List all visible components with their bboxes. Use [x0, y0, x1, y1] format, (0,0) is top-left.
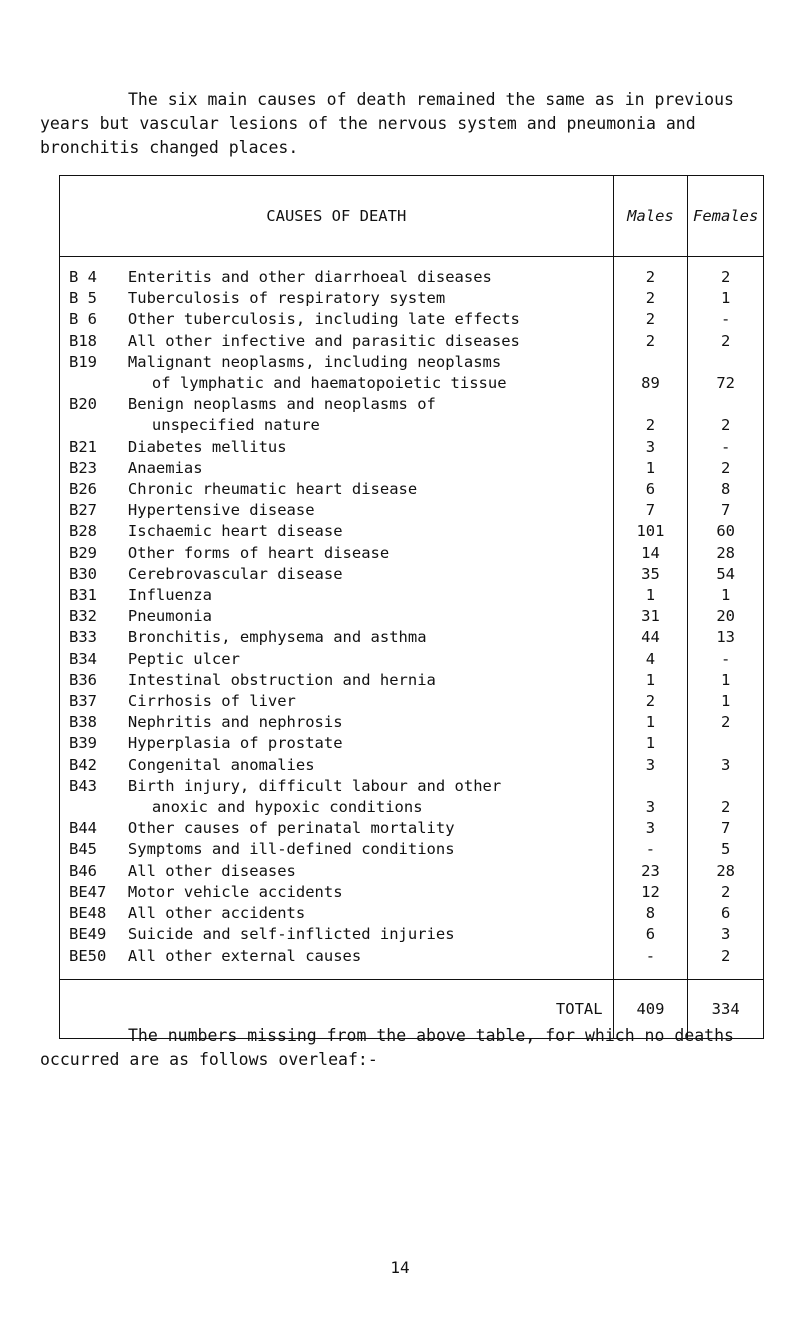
intro-line-3: bronchitis changed places. [40, 138, 299, 157]
males-count: 2 [613, 288, 688, 309]
cause-description: Congenital anomalies [127, 755, 315, 774]
females-count [688, 394, 764, 415]
cause-code: B26 [60, 479, 128, 500]
cause-description: Tuberculosis of respiratory system [127, 289, 446, 308]
cause-code: B38 [60, 712, 128, 733]
males-count: 23 [613, 861, 688, 882]
cause-code: B44 [60, 818, 128, 839]
cause-code: B43 [60, 776, 128, 797]
females-count: 2 [688, 458, 764, 479]
cause-description: All other accidents [127, 904, 306, 923]
cause-code: B31 [60, 585, 128, 606]
cause-description: Other causes of perinatal mortality [127, 819, 455, 838]
intro-line-1: The six main causes of death remained the same as in previous [128, 90, 734, 109]
females-count: 1 [688, 670, 764, 691]
causes-of-death-table [59, 175, 764, 1039]
cause-code: B 6 [60, 309, 128, 330]
females-count: 1 [688, 585, 764, 606]
cause-description: Intestinal obstruction and hernia [127, 670, 436, 689]
table-row [60, 606, 764, 627]
females-count: - [688, 649, 764, 670]
males-count: 1 [613, 670, 688, 691]
females-count: 8 [688, 479, 764, 500]
table-row [60, 331, 764, 352]
cause-description: Cerebrovascular disease [127, 564, 343, 583]
cause-code: B39 [60, 733, 128, 754]
cause-description: Motor vehicle accidents [127, 882, 343, 901]
cause-description: All other diseases [127, 861, 296, 880]
males-count: 3 [613, 437, 688, 458]
cause-description: Ischaemic heart disease [127, 522, 343, 541]
cause-code: B30 [60, 564, 128, 585]
cause-description: of lymphatic and haematopoietic tissue [151, 374, 507, 393]
cause-description: Diabetes mellitus [127, 437, 287, 456]
table-row [60, 755, 764, 776]
page-number: 14 [390, 1258, 410, 1277]
cause-code: B37 [60, 691, 128, 712]
males-count: 2 [613, 257, 688, 289]
females-count: 28 [688, 543, 764, 564]
cause-description: All other external causes [128, 946, 613, 980]
table-row [60, 500, 764, 521]
cause-code: B23 [60, 458, 128, 479]
table-row [60, 733, 764, 754]
males-count: 2 [613, 331, 688, 352]
males-count: 3 [613, 797, 688, 818]
table-row [60, 903, 764, 924]
cause-description: unspecified nature [151, 416, 320, 435]
males-count: 1 [613, 712, 688, 733]
females-count: 60 [688, 521, 764, 542]
table-row [60, 415, 764, 436]
males-count: 6 [613, 924, 688, 945]
males-count: 2 [613, 691, 688, 712]
females-count: 54 [688, 564, 764, 585]
table-header-row [60, 176, 764, 257]
males-count: 31 [613, 606, 688, 627]
cause-code: BE47 [60, 882, 128, 903]
females-count: 13 [688, 627, 764, 648]
cause-description: Bronchitis, emphysema and asthma [127, 628, 427, 647]
males-count: 14 [613, 543, 688, 564]
table-row [60, 691, 764, 712]
cause-description: Hyperplasia of prostate [127, 734, 343, 753]
cause-code: B 5 [60, 288, 128, 309]
females-count [688, 352, 764, 373]
outro-paragraph [40, 1024, 780, 1072]
table-row [60, 585, 764, 606]
cause-code: B28 [60, 521, 128, 542]
males-count: 1 [613, 585, 688, 606]
females-count: 1 [688, 288, 764, 309]
table-row [60, 309, 764, 330]
cause-description: anoxic and hypoxic conditions [151, 798, 423, 817]
females-count [688, 733, 764, 754]
cause-code: B42 [60, 755, 128, 776]
cause-description: Influenza [127, 586, 212, 605]
intro-paragraph [40, 88, 780, 160]
cause-code: B45 [60, 839, 128, 860]
cause-code [60, 797, 128, 818]
table-row [60, 649, 764, 670]
cause-description: Peptic ulcer [127, 649, 240, 668]
males-count: - [613, 946, 688, 980]
cause-code: B36 [60, 670, 128, 691]
table-row [60, 882, 764, 903]
females-count: 2 [688, 257, 764, 289]
males-count: 89 [613, 373, 688, 394]
intro-line-2: years but vascular lesions of the nervous system and pneumonia and [40, 114, 696, 133]
cause-description: Anaemias [127, 458, 203, 477]
table-row [60, 797, 764, 818]
females-count: 28 [688, 861, 764, 882]
males-count: 3 [613, 818, 688, 839]
females-count: 6 [688, 903, 764, 924]
males-count [613, 776, 688, 797]
males-count: 2 [613, 415, 688, 436]
cause-description: Malignant neoplasms, including neoplasms [127, 352, 502, 371]
males-count: 6 [613, 479, 688, 500]
males-count [613, 394, 688, 415]
males-count: 1 [613, 458, 688, 479]
table-row [60, 373, 764, 394]
females-count: 7 [688, 500, 764, 521]
cause-code: B46 [60, 861, 128, 882]
cause-code: B29 [60, 543, 128, 564]
causes-header: CAUSES OF DEATH [60, 176, 614, 257]
table-row [60, 627, 764, 648]
cause-description: Chronic rheumatic heart disease [127, 480, 418, 499]
cause-code: BE48 [60, 903, 128, 924]
females-header: Females [688, 176, 764, 257]
cause-code: B20 [60, 394, 128, 415]
females-count: 2 [688, 797, 764, 818]
table-row [60, 458, 764, 479]
males-count: 12 [613, 882, 688, 903]
cause-code: B32 [60, 606, 128, 627]
females-count: - [688, 309, 764, 330]
females-count: 2 [688, 331, 764, 352]
females-count: 2 [688, 882, 764, 903]
table-row [60, 564, 764, 585]
males-count: 35 [613, 564, 688, 585]
table-row [60, 818, 764, 839]
males-count: 1 [613, 733, 688, 754]
table-row [60, 352, 764, 373]
females-count: 2 [688, 415, 764, 436]
cause-description: Nephritis and nephrosis [127, 713, 343, 732]
table-row [60, 543, 764, 564]
table-body [60, 257, 764, 980]
table-row [60, 437, 764, 458]
table-row [60, 861, 764, 882]
females-count [688, 776, 764, 797]
table-row [60, 521, 764, 542]
cause-code: B21 [60, 437, 128, 458]
table-row [60, 257, 764, 289]
table-row [60, 776, 764, 797]
cause-code: B34 [60, 649, 128, 670]
males-count: 8 [613, 903, 688, 924]
cause-description: Hypertensive disease [127, 501, 315, 520]
males-count: 44 [613, 627, 688, 648]
females-count: 5 [688, 839, 764, 860]
outro-line-2: occurred are as follows overleaf:- [40, 1050, 378, 1069]
table-row [60, 712, 764, 733]
cause-description: Benign neoplasms and neoplasms of [127, 395, 436, 414]
cause-description: All other infective and parasitic diseases [127, 331, 520, 350]
females-count: 20 [688, 606, 764, 627]
cause-description: Suicide and self-inflicted injuries [127, 925, 455, 944]
females-count: 7 [688, 818, 764, 839]
cause-code: B27 [60, 500, 128, 521]
table-row [60, 479, 764, 500]
females-count: 72 [688, 373, 764, 394]
cause-description: Other forms of heart disease [127, 543, 390, 562]
cause-code: B33 [60, 627, 128, 648]
cause-description: Cirrhosis of liver [127, 692, 296, 711]
cause-description: Other tuberculosis, including late effects [127, 310, 520, 329]
males-count: 2 [613, 309, 688, 330]
cause-code: B18 [60, 331, 128, 352]
cause-code: B 4 [60, 257, 128, 289]
table-row [60, 839, 764, 860]
total-males: 409 [613, 979, 688, 1038]
males-count: 7 [613, 500, 688, 521]
males-count: 3 [613, 755, 688, 776]
males-count: 101 [613, 521, 688, 542]
males-count: - [613, 839, 688, 860]
females-count: 2 [688, 712, 764, 733]
table-row [60, 288, 764, 309]
cause-code: BE50 [60, 946, 128, 980]
cause-description: Pneumonia [127, 607, 212, 626]
table-row [60, 670, 764, 691]
table-row [60, 924, 764, 945]
total-label: TOTAL [60, 979, 614, 1038]
total-females: 334 [688, 979, 764, 1038]
cause-code [60, 373, 128, 394]
females-count: - [688, 437, 764, 458]
males-count: 4 [613, 649, 688, 670]
females-count: 2 [688, 946, 764, 980]
outro-line-1: The numbers missing from the above table, for which no deaths [128, 1026, 734, 1045]
cause-description: Birth injury, difficult labour and other [127, 776, 502, 795]
cause-description: Enteritis and other diarrhoeal diseases [127, 268, 492, 286]
table-row [60, 394, 764, 415]
cause-code [60, 415, 128, 436]
cause-code: BE49 [60, 924, 128, 945]
females-count: 1 [688, 691, 764, 712]
females-count: 3 [688, 924, 764, 945]
table-row [60, 946, 764, 980]
males-count [613, 352, 688, 373]
cause-code: B19 [60, 352, 128, 373]
males-header: Males [613, 176, 688, 257]
cause-description: Symptoms and ill-defined conditions [127, 840, 455, 859]
females-count: 3 [688, 755, 764, 776]
